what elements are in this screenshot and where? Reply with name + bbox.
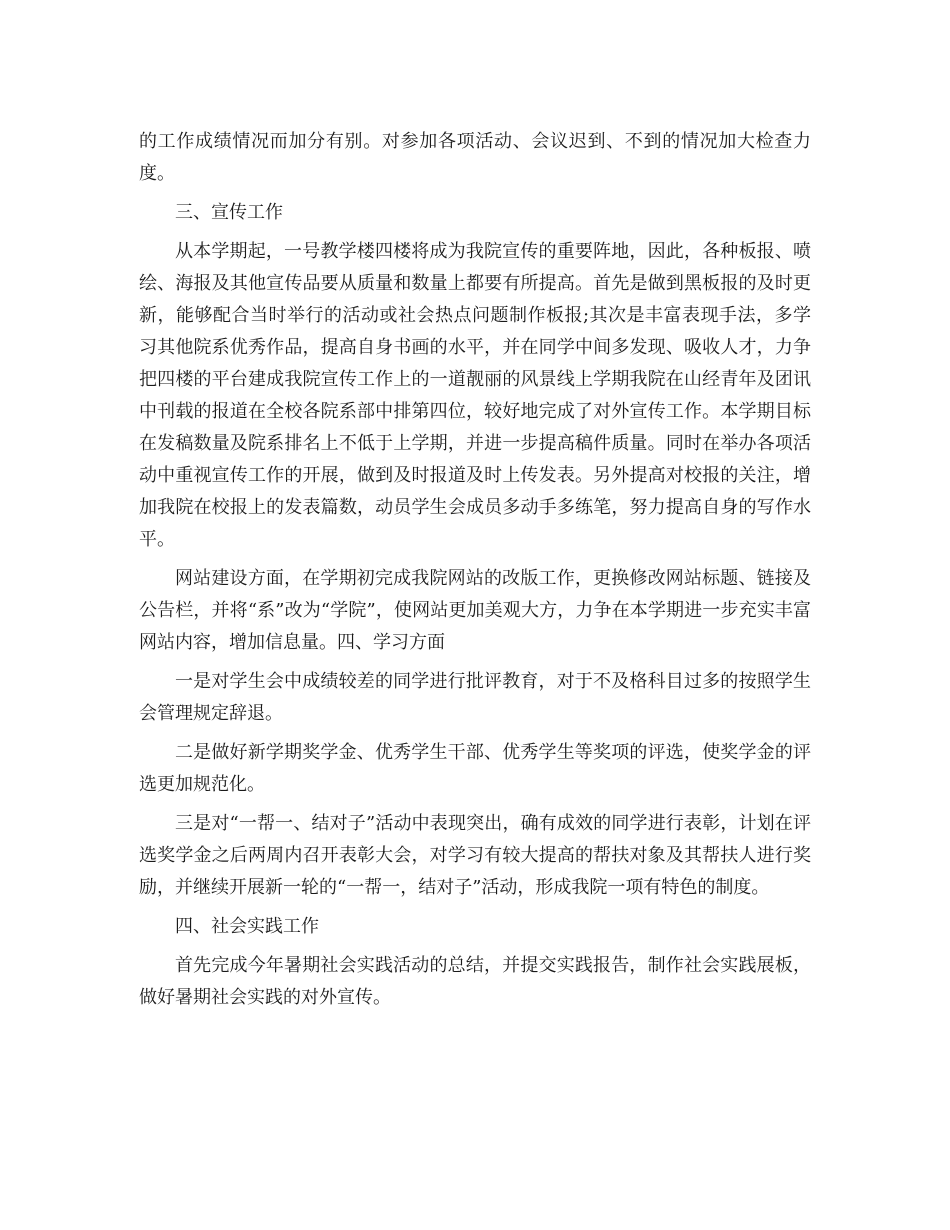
section-heading-publicity: 三、宣传工作 [175,202,283,223]
paragraph-study-two: 二是做好新学期奖学金、优秀学生干部、优秀学生等奖项的评选，使奖学金的评选更加规范化。 [139,742,811,795]
section-heading-social-practice: 四、社会实践工作 [175,916,319,937]
paragraph-study-one: 一是对学生会中成绩较差的同学进行批评教育，对于不及格科目过多的按照学生会管理规定辞退。 [139,671,811,724]
paragraph-social-practice: 首先完成今年暑期社会实践活动的总结，并提交实践报告，制作社会实践展板，做好暑期社会实践的对外宣传。 [139,955,811,1008]
paragraph-publicity: 从本学期起，一号教学楼四楼将成为我院宣传的重要阵地，因此，各种板报、喷绘、海报及其他宣传品要从质量和数量上都要有所提高。首先是做到黑板报的及时更新，能够配合当时举行的活动或社会热点问题制作板报;其次是丰富表现手法，多学习其他院系优秀作品，提高自身书画的水平，并在同学中间多发现、吸收人才，力争把四楼的平台建成我院宣传工作上的一道靓丽的风景线上学期我院在山经青年及团讯中刊载的报道在全校各院系部中排第四位，较好地完成了对外宣传工作。本学期目标在发稿数量及院系排名上不低于上学期，并进一步提高稿件质量。同时在举办各项活动中重视宣传工作的开展，做到及时报道及时上传发表。另外提高对校报的关注，增加我院在校报上的发表篇数，动员学生会成员多动手多练笔，努力提高自身的写作水平。 [139,241,811,550]
paragraph-continuation: 的工作成绩情况而加分有别。对参加各项活动、会议迟到、不到的情况加大检查力度。 [139,131,811,184]
paragraph-study-three: 三是对“一帮一、结对子”活动中表现突出，确有成效的同学进行表彰，计划在评选奖学金之后两周内召开表彰大会，对学习有较大提高的帮扶对象及其帮扶人进行奖励，并继续开展新一轮的“一帮一，结对子”活动，形成我院一项有特色的制度。 [139,813,811,898]
paragraph-website: 网站建设方面，在学期初完成我院网站的改版工作，更换修改网站标题、链接及公告栏，并将“系”改为“学院”，使网站更加美观大方，力争在本学期进一步充实丰富网站内容，增加信息量。四、学习方面 [139,568,811,653]
document-page [139,126,811,1014]
